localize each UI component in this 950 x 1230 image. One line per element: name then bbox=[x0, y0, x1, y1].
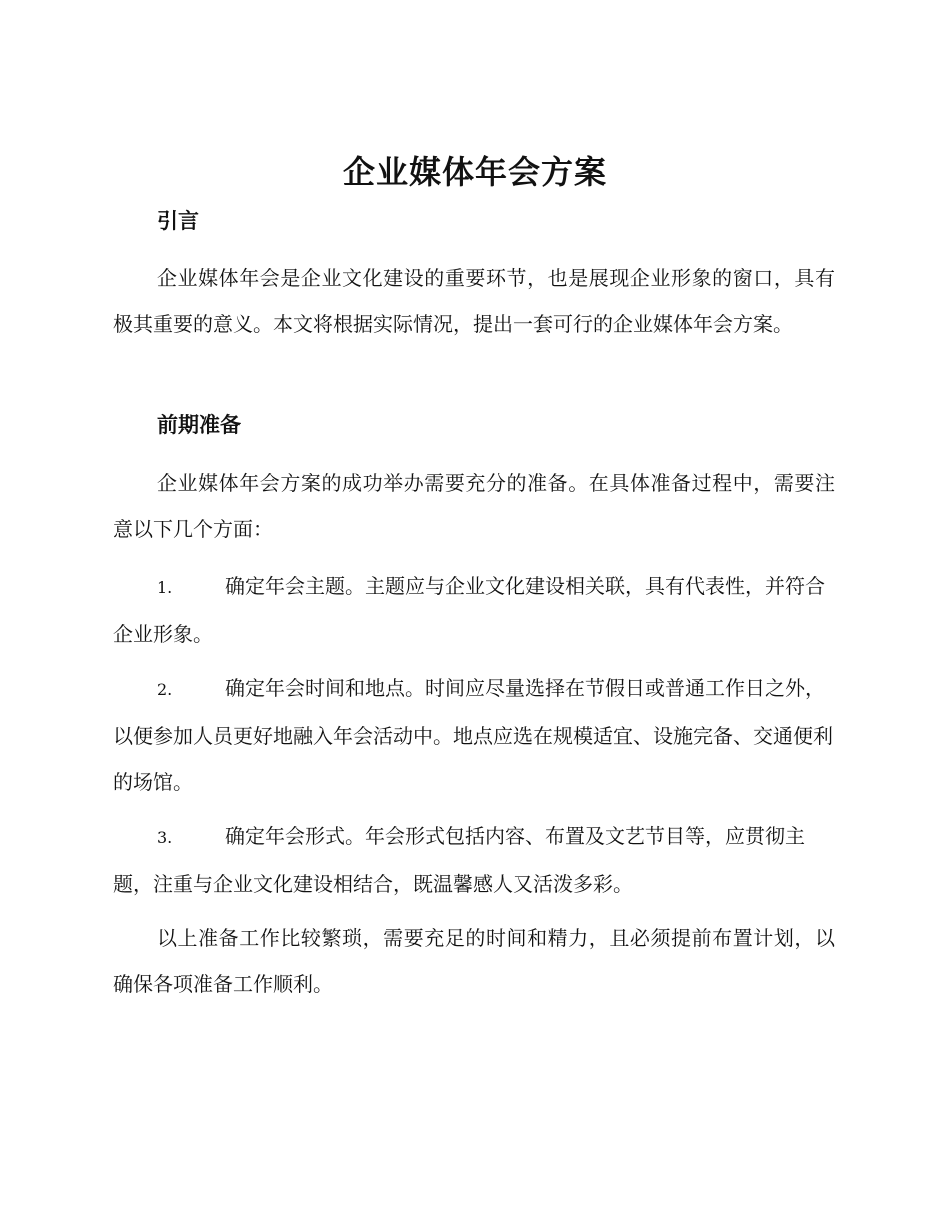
list-item-number: 3. bbox=[157, 828, 173, 847]
preparation-intro-paragraph: 企业媒体年会方案的成功举办需要充分的准备。在具体准备过程中，需要注意以下几个方面： bbox=[113, 471, 835, 541]
section-heading-intro: 引言 bbox=[157, 209, 199, 233]
list-item-number: 1. bbox=[157, 578, 173, 597]
intro-paragraph: 企业媒体年会是企业文化建设的重要环节，也是展现企业形象的窗口，具有极其重要的意义。本文将根据实际情况，提出一套可行的企业媒体年会方案。 bbox=[113, 266, 835, 336]
list-item-number: 2. bbox=[157, 680, 173, 699]
section-heading-preparation: 前期准备 bbox=[157, 413, 241, 437]
list-item bbox=[113, 665, 835, 805]
document-title: 企业媒体年会方案 bbox=[342, 153, 607, 191]
list-item-text: 确定年会主题。主题应与企业文化建设相关联，具有代表性，并符合企业形象。 bbox=[113, 574, 825, 646]
closing-paragraph: 以上准备工作比较繁琐，需要充足的时间和精力，且必须提前布置计划，以确保各项准备工作顺利。 bbox=[113, 926, 835, 996]
list-item bbox=[113, 563, 835, 657]
list-item-text: 确定年会时间和地点。时间应尽量选择在节假日或普通工作日之外，以便参加人员更好地融入年会活动中。地点应选在规模适宜、设施完备、交通便利的场馆。 bbox=[113, 676, 833, 794]
list-item-text: 确定年会形式。年会形式包括内容、布置及文艺节目等，应贯彻主题，注重与企业文化建设相结合，既温馨感人又活泼多彩。 bbox=[113, 824, 805, 896]
list-item bbox=[113, 813, 835, 907]
